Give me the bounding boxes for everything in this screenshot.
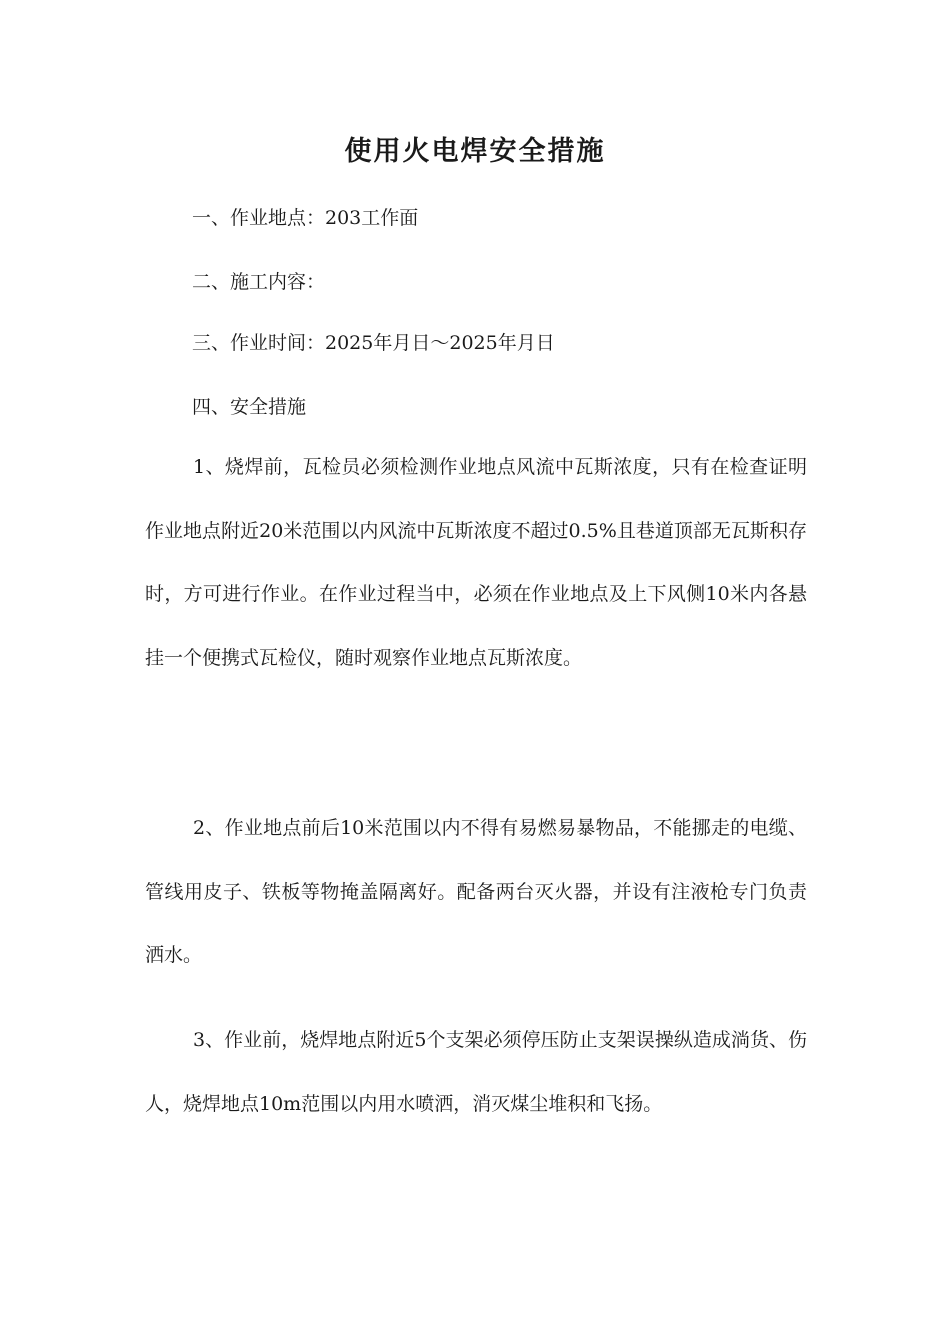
heading-work-location: 一、作业地点：203工作面 xyxy=(192,207,419,229)
heading-safety-measures: 四、安全措施 xyxy=(192,396,307,418)
safety-measure-paragraph-2: 2、作业地点前后10米范围以内不得有易燃易暴物品，不能挪走的电缆、管线用皮子、铁板等物掩盖隔离好。配备两台灭火器，并设有注液枪专门负责洒水。 xyxy=(145,817,807,966)
heading-construction-content: 二、施工内容： xyxy=(192,271,326,293)
safety-measure-paragraph-1: 1、烧焊前，瓦检员必须检测作业地点风流中瓦斯浓度，只有在检查证明作业地点附近20米范围以内风流中瓦斯浓度不超过0.5%且巷道顶部无瓦斯积存时，方可进行作业。在作业过程当中，必须在作业地点及上下风侧10米内各悬挂一个便携式瓦检仪，随时观察作业地点瓦斯浓度。 xyxy=(145,456,807,669)
heading-work-time: 三、作业时间：2025年月日～2025年月日 xyxy=(192,332,555,354)
safety-measure-paragraph-3: 3、作业前，烧焊地点附近5个支架必须停压防止支架误操纵造成淌货、伤人，烧焊地点10m范围以内用水喷洒，消灭煤尘堆积和飞扬。 xyxy=(145,1029,807,1115)
document-title: 使用火电焊安全措施 xyxy=(344,136,606,167)
